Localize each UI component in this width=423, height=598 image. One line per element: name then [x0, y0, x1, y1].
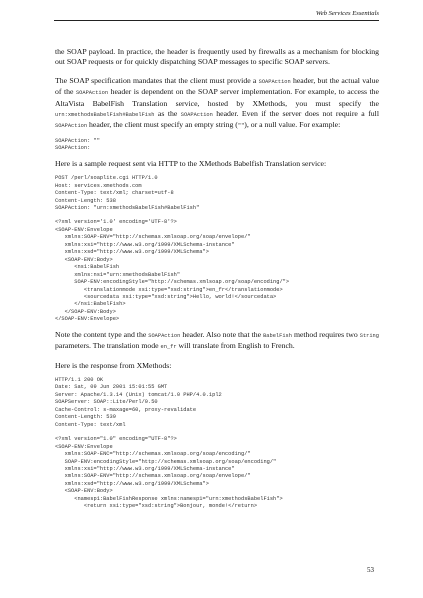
- paragraph-response-intro: Here is the response from XMethods:: [55, 360, 172, 370]
- code-line: Host: services.xmethods.com: [55, 182, 142, 189]
- code-line: xmlns:xsd="http://www.w3.org/1999/XMLSchema">: [55, 249, 209, 256]
- code-line: <SOAP-ENV:Envelope: [55, 443, 113, 450]
- code-line: Content-Type: text/xml: [55, 421, 126, 428]
- code-line: SOAPAction:: [55, 145, 91, 152]
- body-content: [55, 47, 379, 517]
- code-line: Content-Length: 539: [55, 414, 116, 421]
- code-line: Server: Apache/1.3.14 (Unix) tomcat/1.0 PHP/4.0.1pl2: [55, 391, 222, 398]
- code-line: Cache-Control: s-maxage=60, proxy-revalidate: [55, 406, 197, 413]
- code-line: xmlns:xsd="http://www.w3.org/1999/XMLSchema">: [55, 480, 209, 487]
- paragraph-soap-payload: the SOAP payload. In practice, the header is frequently used by firewalls as a mechanism for blocking out SOAP requests or for quickly dispatching SOAP messages to specific SOAP servers.: [55, 47, 379, 67]
- code-line: <SOAP-ENV:Body>: [55, 256, 113, 263]
- code-line: POST /perl/soaplite.cgi HTTP/1.0: [55, 175, 158, 182]
- code-line: xmlns:xsi="http://www.w3.org/1999/XMLSchema-instance": [55, 465, 235, 472]
- code-line: </ns1:BabelFish>: [55, 301, 126, 308]
- code-line: xmlns:ns1="urn:xmethodsBabelFish": [55, 271, 181, 278]
- code-line: </SOAP-ENV:Envelope>: [55, 316, 120, 323]
- code-line: HTTP/1.1 200 OK: [55, 376, 104, 383]
- code-block-response: [55, 377, 379, 511]
- code-line: Date: Sat, 09 Jun 2001 15:01:55 GMT: [55, 384, 168, 391]
- code-line: SOAPAction: "urn:xmethodsBabelFish#BabelFish": [55, 204, 200, 211]
- paragraph-sample-request: Here is a sample request sent via HTTP to the XMethods Babelfish Translation service:: [55, 158, 327, 168]
- running-header: Web Services Essentials: [315, 10, 379, 17]
- code-gap: [55, 429, 379, 436]
- code-line: <namesp1:BabelFishResponse xmlns:namesp1="urn:xmethodsBabelFish">: [55, 495, 283, 502]
- code-line: <sourcedata xsi:type="xsd:string">Hello, world!</sourcedata>: [55, 293, 277, 300]
- code-line: xmlns:SOAP-ENV="http://schemas.xmlsoap.org/soap/envelope/": [55, 473, 251, 480]
- code-line: xmlns:SOAP-ENC="http://schemas.xmlsoap.org/soap/encoding/": [55, 451, 251, 458]
- code-line: </SOAP-ENV:Body>: [55, 308, 116, 315]
- code-line: <?xml version="1.0" encoding="UTF-8"?>: [55, 436, 177, 443]
- code-line: SOAP-ENV:encodingStyle="http://schemas.xmlsoap.org/soap/encoding/": [55, 458, 277, 465]
- code-line: SOAP-ENV:encodingStyle="http://schemas.xmlsoap.org/soap/encoding/">: [55, 279, 290, 286]
- code-line: Content-Type: text/xml; charset=utf-8: [55, 190, 174, 197]
- code-line: SOAPAction: "": [55, 137, 100, 144]
- code-line: <return xsi:type="xsd:string">Bonjour, monde!</return>: [55, 503, 258, 510]
- page-number: 53: [367, 566, 374, 574]
- code-block-soapaction: [55, 138, 379, 153]
- paragraph-soapaction: The SOAP specification mandates that the client must provide a SOAPAction header, but the actual value of the SOAPAction header is dependent on the SOAP server implementation. For example, to access the AltaVista BabelFish Translation service, hosted by XMethods, you must specify the urn:xmethodsBabelFish#BabelFish as the SOAPAction header. Even if the server does not require a full SOAPAction header, the client must specify an empty string (""), or a null value. For example:: [55, 75, 379, 130]
- code-line: xmlns:xsi="http://www.w3.org/1999/XMLSchema-instance": [55, 241, 235, 248]
- paragraph-content-type-note: Note the content type and the SOAPAction header. Also note that the BabelFish method requires two String parameters. The translation mode en_fr will translate from English to French.: [55, 329, 379, 351]
- code-block-request: [55, 175, 379, 324]
- code-line: <SOAP-ENV:Envelope: [55, 226, 113, 233]
- code-line: <ns1:BabelFish: [55, 264, 120, 271]
- code-line: <?xml version='1.0' encoding='UTF-8'?>: [55, 219, 177, 226]
- header-rule: [54, 20, 379, 21]
- code-line: SOAPServer: SOAP::Lite/Perl/0.50: [55, 399, 158, 406]
- code-line: Content-Length: 538: [55, 197, 116, 204]
- code-line: <SOAP-ENV:Body>: [55, 488, 113, 495]
- code-gap: [55, 212, 379, 219]
- code-line: <translationmode xsi:type="xsd:string">en_fr</translationmode>: [55, 286, 283, 293]
- code-line: xmlns:SOAP-ENV="http://schemas.xmlsoap.org/soap/envelope/": [55, 234, 251, 241]
